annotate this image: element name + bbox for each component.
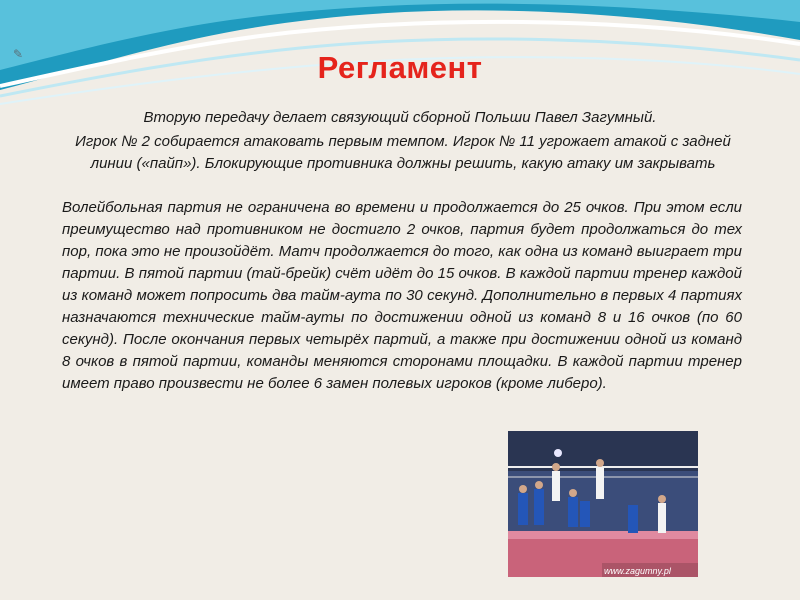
paragraph-setter: Вторую передачу делает связующий сборной Польши Павел Загумный.	[143, 109, 657, 126]
photo-watermark: www.zagumny.pl	[604, 566, 671, 576]
bullet-icon: ✎	[13, 47, 24, 61]
paragraph-rules: Волейбольная партия не ограничена во времени и продолжается до 25 очков. При этом если преимущество над противником не достигло 2 очков, партия будет продолжаться до тех пор, пока это не произойдёт. Матч продолжается до того, как одна из команд выиграет три партии. В пятой партии (тай-брейк) счёт идёт до 15 очков. В каждой партии тренер каждой из команд может попросить два тайм-аута по 30 секунд. Дополнительно в первых 4 партиях назначаются технические тайм-ауты по достижении одной из команд 8 и 16 очков (по 60 секунд). После окончания первых четырёх партий, а также при достижении одной из команд 8 очков в пятой партии, команды меняются сторонами площадки. В каждой партии тренер имеет право произвести не более 6 замен полевых игроков (кроме либеро).	[62, 199, 742, 392]
volleyball-photo	[508, 431, 698, 577]
paragraph-attack: Игрок № 2 собирается атаковать первым темпом. Игрок № 11 угрожает атакой с задней линии («пайп»). Блокирующие противника должны решить, какую атаку им закрывать	[75, 133, 731, 172]
slide-title: Регламент	[317, 50, 483, 85]
